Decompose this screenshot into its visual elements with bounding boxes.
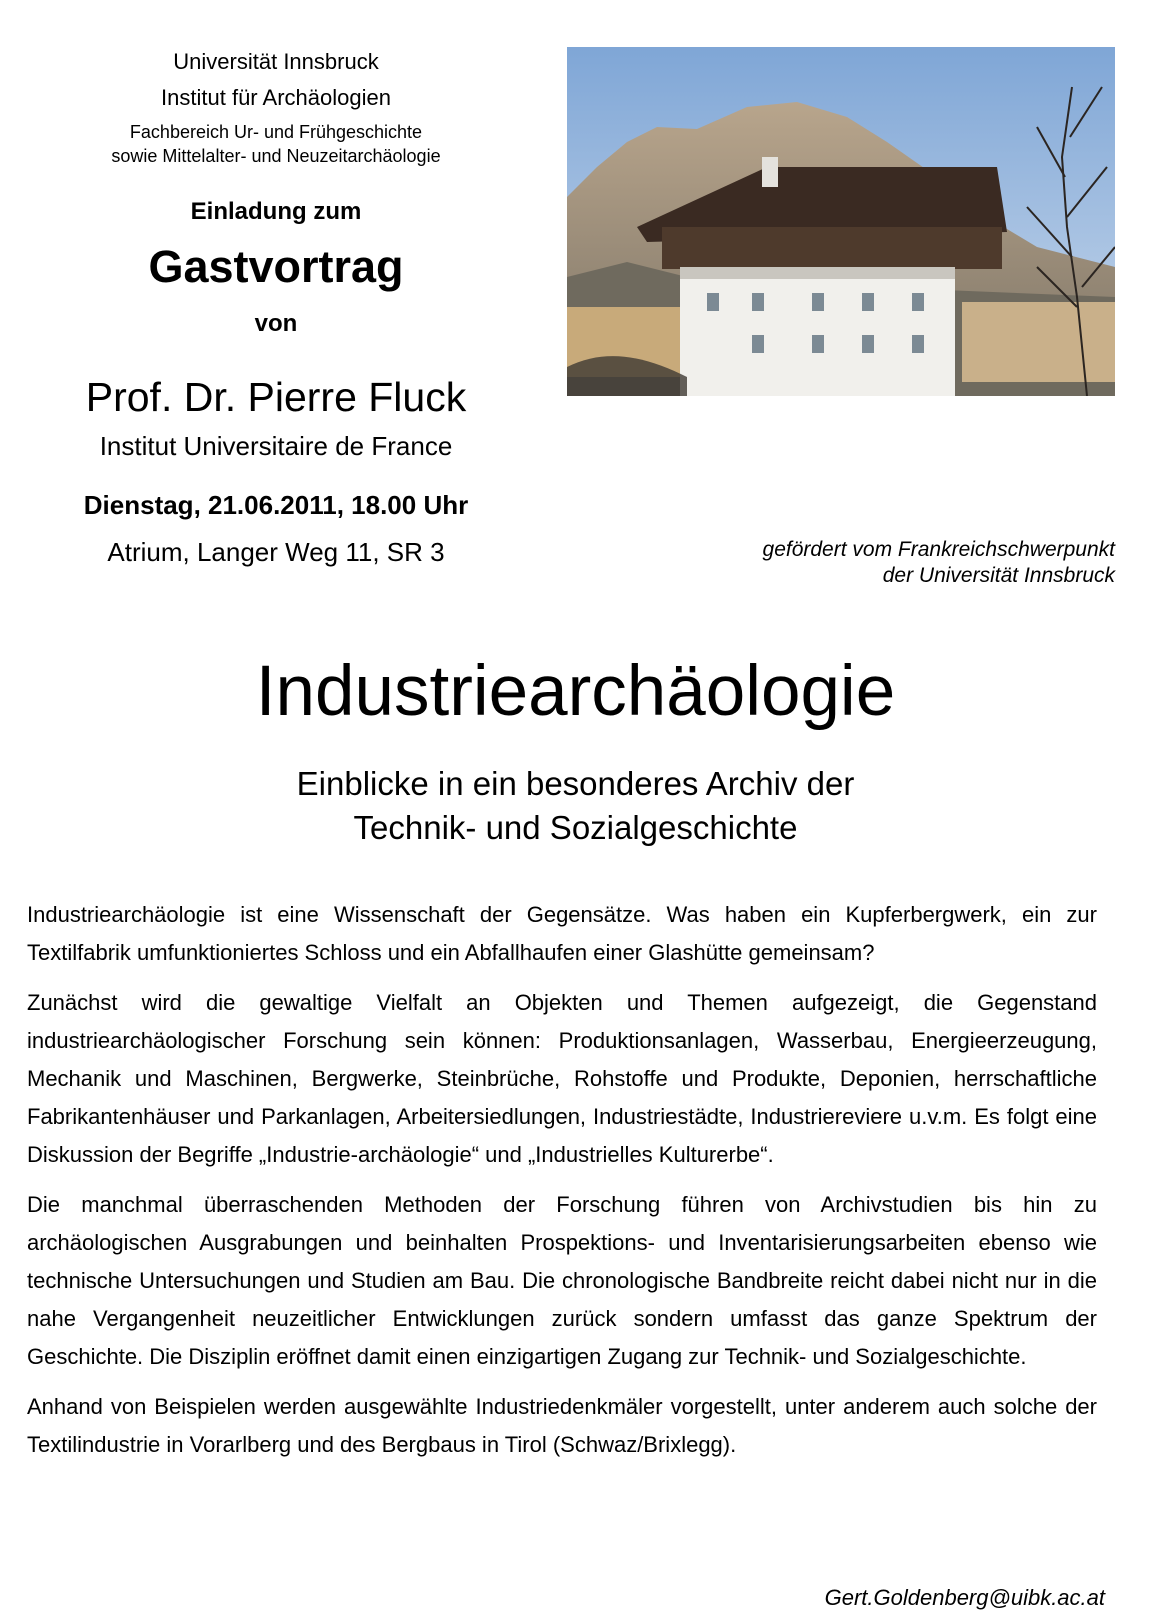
department-line-1: Fachbereich Ur- und Frühgeschichte — [129, 122, 423, 142]
lecture-subtitle-line-1: Einblicke in ein besonderes Archiv der — [296, 765, 855, 802]
sponsor-line-1: gefördert vom Frankreichschwerpunkt — [762, 538, 1115, 561]
invitation-heading: Einladung zum — [190, 198, 362, 225]
lecture-subtitle-line-2: Technik- und Sozialgeschichte — [353, 809, 798, 846]
building-photo-icon — [567, 47, 1115, 396]
abstract-paragraph: Zunächst wird die gewaltige Vielfalt an Objekten und Themen aufgezeigt, die Gegenstand industriearchäologischer Forschung sein können: Produktionsanlagen, Wasserbau, Energieerzeugung, Mechanik und Maschinen, Bergwerke, Steinbrüche, Rohstoffe und Produkte, Deponien, herrschaftliche Fabrikantenhäuser und Parkanlagen, Arbeitersiedlungen, Industriestädte, Industriereviere u.v.m. Es folgt eine Diskussion der Begriffe „Industrie-archäologie“ und „Industrielles Kulturerbe“. — [27, 990, 1097, 1167]
abstract-paragraph: Anhand von Beispielen werden ausgewählte Industriedenkmäler vorgestellt, unter anderem auch solche der Textilindustrie in Vorarlberg und des Bergbaus in Tirol (Schwaz/Brixlegg). — [27, 1394, 1097, 1457]
event-location: Atrium, Langer Weg 11, SR 3 — [107, 537, 445, 567]
speaker-name: Prof. Dr. Pierre Fluck — [85, 374, 467, 420]
event-type-heading: Gastvortrag — [148, 241, 404, 292]
speaker-affiliation: Institut Universitaire de France — [99, 431, 453, 461]
lecture-abstract — [27, 896, 1097, 1476]
abstract-paragraph: Industriearchäologie ist eine Wissenschaft der Gegensätze. Was haben ein Kupferbergwerk, ein zur Textilfabrik umfunktioniertes Schloss und ein Abfallhaufen einer Glashütte gemeinsam? — [27, 902, 1097, 965]
contact-email: Gert.Goldenberg@uibk.ac.at — [824, 1585, 1105, 1610]
department-line-2: sowie Mittelalter- und Neuzeitarchäologie — [111, 146, 441, 166]
abstract-paragraph: Die manchmal überraschenden Methoden der Forschung führen von Archivstudien bis hin zu archäologischen Ausgrabungen und beinhalten Prospektions- und Inventarisierungsarbeiten ebenso wie technische Untersuchungen und Studien am Bau. Die chronologische Bandbreite reicht dabei nicht nur in die nahe Vergangenheit neuzeitlicher Entwicklungen zurück sondern umfasst das ganze Spektrum der Geschichte. Die Disziplin eröffnet damit einen einzigartigen Zugang zur Technik- und Sozialgeschichte. — [27, 1192, 1097, 1369]
institute-name: Institut für Archäologien — [161, 85, 391, 110]
lecture-title: Industriearchäologie — [255, 652, 896, 731]
event-datetime: Dienstag, 21.06.2011, 18.00 Uhr — [83, 490, 469, 520]
university-name: Universität Innsbruck — [173, 49, 379, 74]
sponsor-line-2: der Universität Innsbruck — [882, 564, 1115, 587]
by-label: von — [254, 310, 298, 337]
